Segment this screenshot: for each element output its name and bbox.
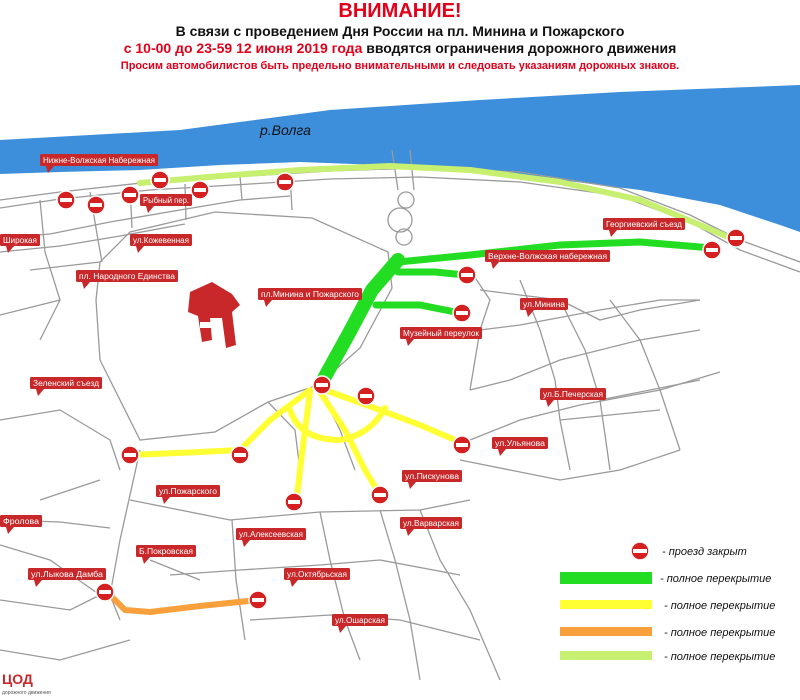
street-label-text: ул.Октябрьская — [287, 570, 347, 579]
kremlin-logo-icon — [188, 282, 240, 348]
no-entry-sign-icon — [703, 241, 721, 259]
street-label-text: Фролова — [3, 517, 40, 526]
street-label — [400, 517, 462, 536]
street-label-text: Музейный переулок — [403, 329, 480, 338]
street-label — [284, 568, 350, 587]
legend-green-text: - полное перекрытие — [660, 573, 772, 585]
logo-mark: ЦОД — [2, 671, 33, 687]
no-entry-sign-icon — [458, 266, 476, 284]
legend-orange-swatch — [560, 627, 652, 636]
street-label-text: ул.Б.Печерская — [543, 390, 603, 399]
street-label — [28, 568, 106, 587]
street-label — [130, 234, 192, 253]
river-label: р.Волга — [260, 122, 311, 138]
no-entry-sign-icon — [276, 173, 294, 191]
street-label-text: пл. Народного Единства — [79, 272, 176, 281]
legend-green-swatch — [560, 572, 652, 584]
no-entry-sign-icon — [151, 171, 169, 189]
legend-yellow-swatch — [560, 600, 652, 609]
no-entry-sign-icon — [249, 591, 267, 609]
street-label-text: ул.Алексеевская — [239, 530, 303, 539]
notice-line-3: Просим автомобилистов быть предельно внимательными и следовать указаниям дорожных знаков. — [120, 60, 680, 72]
no-entry-sign-icon — [231, 446, 249, 464]
street-label — [485, 250, 610, 269]
street-label-text: ул.Пожарского — [159, 487, 218, 496]
street-label — [76, 270, 178, 289]
legend — [560, 542, 775, 663]
street-label — [0, 515, 42, 534]
no-entry-sign-icon — [453, 436, 471, 454]
route-green — [322, 242, 712, 382]
legend-closed-text: - проезд закрыт — [662, 546, 747, 558]
street-label-text: Георгиевский съезд — [606, 220, 683, 229]
street-label — [30, 377, 102, 396]
street-label-text: ул.Ошарская — [335, 616, 385, 625]
no-entry-sign-icon — [87, 196, 105, 214]
no-entry-sign-icon — [285, 493, 303, 511]
logo-sub: дорожного движения — [2, 690, 51, 696]
no-entry-sign-icon — [96, 583, 114, 601]
street-label-text: ул.Ульянова — [495, 439, 546, 448]
street-label — [258, 288, 362, 307]
street-label-text: ул.Лыкова Дамба — [31, 570, 104, 579]
page-title: ВНИМАНИЕ! — [338, 0, 462, 22]
notice-line-2 — [0, 40, 800, 56]
street-label — [156, 485, 220, 504]
legend-yellow-text: - полное перекрытие — [664, 600, 776, 612]
street-label-text: ул.Минина — [523, 300, 566, 309]
street-label-text: Рыбный пер. — [143, 196, 189, 205]
street-label — [540, 388, 606, 407]
street-label — [236, 528, 306, 547]
no-entry-sign-icon — [453, 304, 471, 322]
no-entry-sign-icon — [121, 446, 139, 464]
no-entry-sign-icon — [57, 191, 75, 209]
no-entry-sign-icon — [121, 186, 139, 204]
street-label — [136, 545, 196, 564]
street-label — [402, 470, 462, 489]
route-orange — [105, 590, 258, 612]
no-entry-sign-icon — [313, 376, 331, 394]
no-entry-sign-icon — [191, 181, 209, 199]
street-label — [140, 194, 192, 213]
street-label — [603, 218, 685, 237]
no-entry-sign-icon — [371, 486, 389, 504]
legend-orange-text: - полное перекрытие — [664, 627, 776, 639]
street-label-text: ул.Кожевенная — [133, 236, 189, 245]
street-label-text: Б.Покровская — [139, 547, 193, 556]
street-label — [492, 437, 548, 456]
legend-closed-sign-icon — [631, 542, 649, 560]
legend-lightgreen-swatch — [560, 651, 652, 660]
street-label — [332, 614, 388, 633]
legend-lightgreen-text: - полное перекрытие — [664, 651, 776, 663]
notice-restriction: вводятся ограничения дорожного движения — [366, 40, 677, 56]
no-entry-sign-icon — [357, 387, 375, 405]
street-label-text: Верхне-Волжская набережная — [488, 252, 607, 261]
street-label-text: Нижне-Волжская Набережная — [43, 156, 155, 165]
no-entry-sign-icon — [727, 229, 745, 247]
org-logo — [2, 671, 51, 696]
street-label-text: ул.Пискунова — [405, 472, 460, 481]
notice-time: с 10-00 до 23-59 12 июня 2019 года — [123, 40, 363, 56]
street-label-text: Зеленский съезд — [33, 379, 100, 388]
street-label-text: Широкая — [3, 236, 37, 245]
street-label-text: пл.Минина и Пожарского — [261, 290, 360, 299]
street-label — [520, 298, 568, 317]
street-label-text: ул.Варварская — [403, 519, 459, 528]
notice-line-1: В связи с проведением Дня России на пл. Минина и Пожарского — [175, 23, 625, 39]
street-label — [400, 327, 482, 346]
